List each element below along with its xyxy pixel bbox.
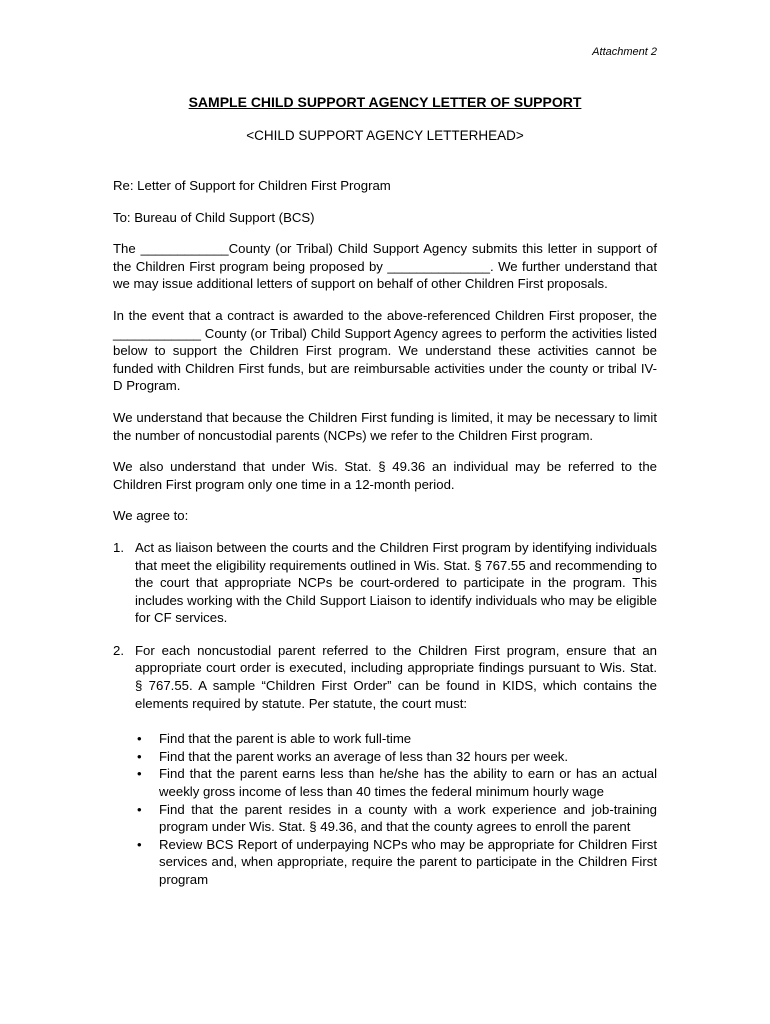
letterhead-placeholder: <CHILD SUPPORT AGENCY LETTERHEAD> [246, 128, 524, 143]
agreement-list [113, 539, 657, 889]
attachment-label: Attachment 2 [592, 46, 657, 58]
bullet-icon: • [137, 731, 142, 747]
court-must-list [135, 730, 657, 888]
court-must-item [135, 801, 657, 836]
court-must-text: Find that the parent works an average of less than 32 hours per week. [159, 748, 569, 764]
paragraph-contract: In the event that a contract is awarded to the above-referenced Children First proposer, the ____________ County (or Tribal) Child Support Agency agrees to perform the activities listed below to support the Children First program. We understand these activities cannot be funded with Children First funds, but are reimbursable activities under the county or tribal IV-D Program. [113, 307, 657, 394]
page-title: SAMPLE CHILD SUPPORT AGENCY LETTER OF SUPPORT [188, 94, 582, 110]
court-must-item [135, 765, 657, 800]
bullet-icon: • [137, 766, 142, 782]
bullet-icon: • [137, 836, 142, 852]
court-must-text: Review BCS Report of underpaying NCPs who may be appropriate for Children First services and, when appropriate, require the parent to participate in the Children First program [159, 836, 657, 887]
letter-body [113, 177, 657, 904]
bullet-icon: • [137, 801, 142, 817]
court-must-item [135, 748, 657, 766]
agreement-item-number: 2. [113, 642, 124, 658]
court-must-item [135, 730, 657, 748]
agreement-item-number: 1. [113, 539, 124, 555]
paragraph-statute: We also understand that under Wis. Stat. § 49.36 an individual may be referred to the Children First program only one time in a 12-month period. [113, 459, 657, 492]
court-must-text: Find that the parent resides in a county with a work experience and job-training program under Wis. Stat. § 49.36, and that the county agrees to enroll the parent [159, 801, 657, 835]
agreement-item-text: For each noncustodial parent referred to the Children First program, ensure that an appropriate court order is executed, including appropriate findings pursuant to Wis. Stat. § 767.55. A sample “Children First Order” can be found in KIDS, which contains the elements required by statute. Per statute, the court must: [135, 642, 657, 711]
bullet-icon: • [137, 748, 142, 764]
to-line: To: Bureau of Child Support (BCS) [113, 209, 315, 225]
paragraph-support: The ____________County (or Tribal) Child Support Agency submits this letter in support of the Children First program being proposed by ______________. We further understand that we may issue additional letters of support on behalf of other Children First proposals. [113, 241, 657, 292]
paragraph-funding: We understand that because the Children First funding is limited, it may be necessary to limit the number of noncustodial parents (NCPs) we refer to the Children First program. [113, 409, 657, 443]
agreement-item-text: Act as liaison between the courts and the Children First program by identifying individuals that meet the eligibility requirements outlined in Wis. Stat. § 767.55 and recommending to the court that appropriate NCPs be court-ordered to participate in the program. This includes working with the Child Support Liaison to identify individuals who may be eligible for CF services. [135, 539, 657, 626]
court-must-text: Find that the parent earns less than he/she has the ability to earn or has an actual weekly gross income of less than 40 times the federal minimum hourly wage [159, 766, 657, 800]
agreement-item [113, 539, 657, 627]
re-line: Re: Letter of Support for Children First Program [113, 178, 391, 193]
paragraph-we-agree: We agree to: [113, 508, 189, 524]
agreement-item [113, 642, 657, 889]
court-must-item [135, 836, 657, 889]
court-must-text: Find that the parent is able to work full-time [159, 731, 412, 747]
